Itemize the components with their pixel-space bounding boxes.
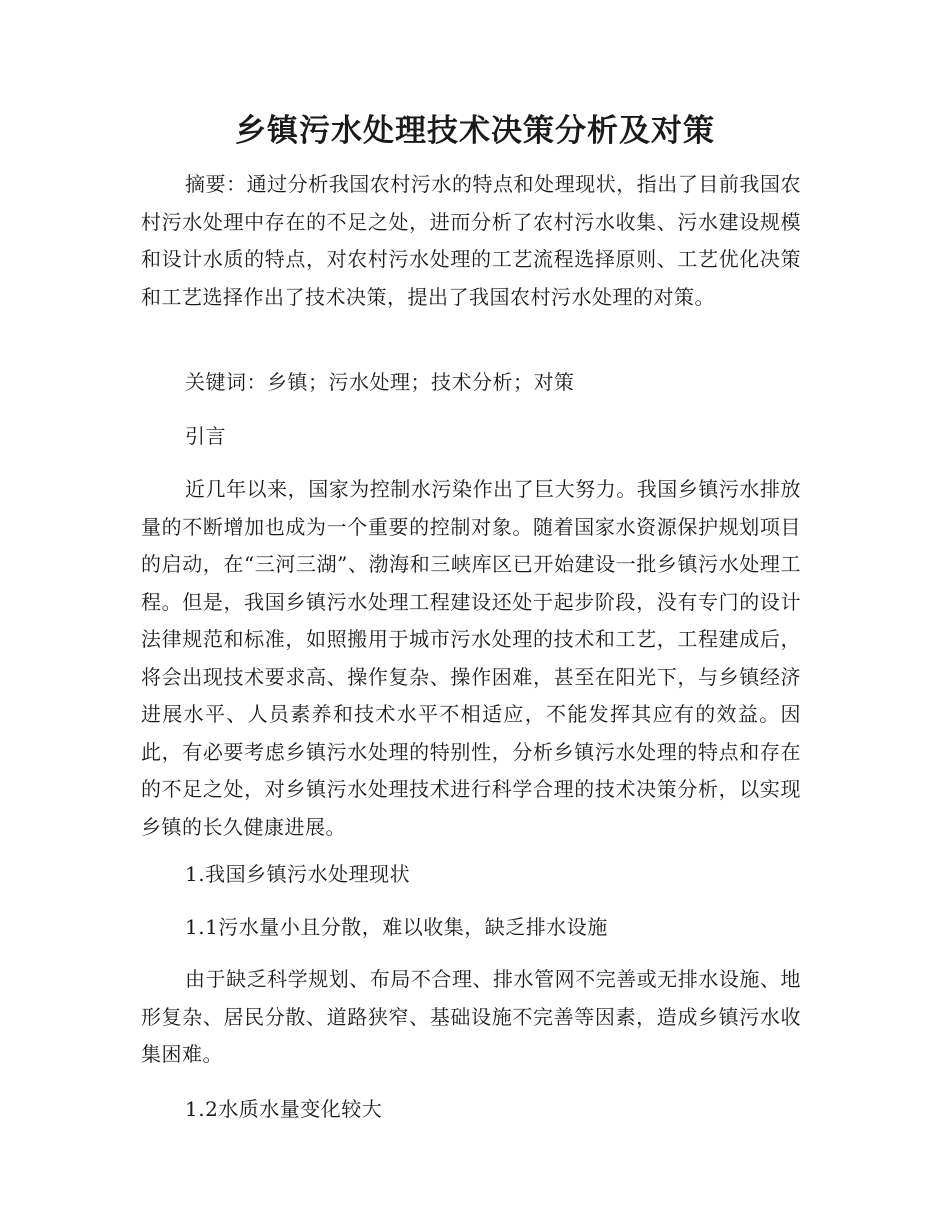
keywords-line: 关键词：乡镇；污水处理；技术分析；对策: [185, 370, 575, 394]
abstract-paragraph: 摘要：通过分析我国农村污水的特点和处理现状，指出了目前我国农村污水处理中存在的不足之处，进而分析了农村污水收集、污水建设规模和设计水质的特点，对农村污水处理的工艺流程选择原则、工艺优化决策和工艺选择作出了技术决策，提出了我国农村污水处理的对策。: [141, 172, 801, 309]
intro-paragraph: 近几年以来，国家为控制水污染作出了巨大努力。我国乡镇污水排放量的不断增加也成为一个重要的控制对象。随着国家水资源保护规划项目的启动，在“三河三湖”、渤海和三峡库区已开始建设一批乡镇污水处理工程。但是，我国乡镇污水处理工程建设还处于起步阶段，没有专门的设计法律规范和标准，如照搬用于城市污水处理的技术和工艺，工程建成后，将会出现技术要求高、操作复杂、操作困难，甚至在阳光下，与乡镇经济进展水平、人员素养和技术水平不相适应，不能发挥其应有的效益。因此，有必要考虑乡镇污水处理的特别性，分析乡镇污水处理的特点和存在的不足之处，对乡镇污水处理技术进行科学合理的技术决策分析，以实现乡镇的长久健康进展。: [141, 477, 801, 839]
section-1-heading: 1.我国乡镇污水处理现状: [185, 862, 411, 886]
section-1-2-heading: 1.2水质水量变化较大: [185, 1097, 383, 1121]
section-1-1-heading: 1.1污水量小且分散，难以收集，缺乏排水设施: [185, 915, 608, 939]
intro-heading: 引言: [185, 424, 226, 448]
section-1-1-paragraph: 由于缺乏科学规划、布局不合理、排水管网不完善或无排水设施、地形复杂、居民分散、道路狭窄、基础设施不完善等因素，造成乡镇污水收集困难。: [141, 967, 801, 1066]
document-title: 乡镇污水处理技术决策分析及对策: [235, 113, 715, 149]
